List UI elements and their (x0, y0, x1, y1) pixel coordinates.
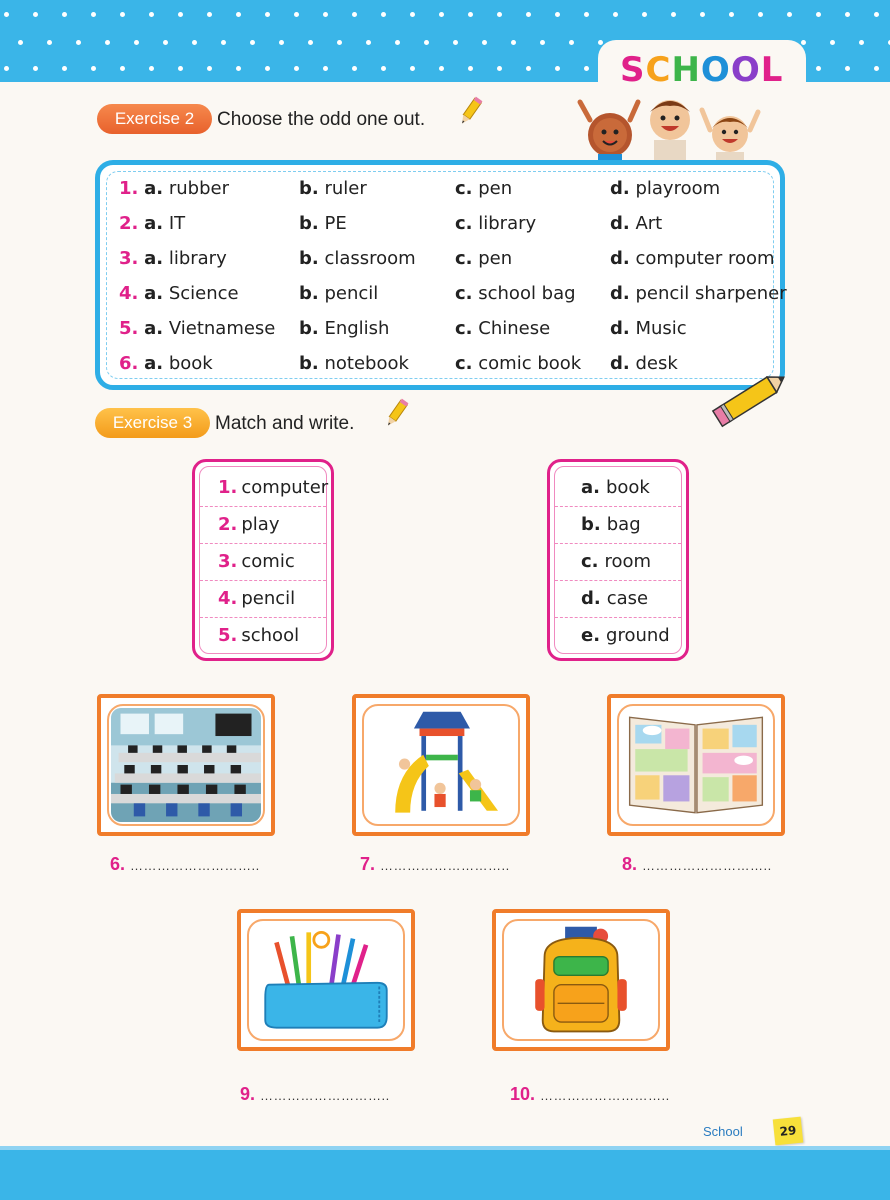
option-word: pencil (324, 283, 379, 304)
item-letter: a. (581, 477, 600, 498)
match-left-item[interactable] (200, 617, 326, 654)
item-word: case (606, 588, 649, 609)
dot (352, 66, 357, 71)
question-number: 1. (119, 178, 139, 199)
dot (787, 12, 792, 17)
option-c[interactable] (455, 353, 581, 374)
match-right-box (547, 459, 689, 661)
item-number: 5. (218, 625, 238, 646)
match-left-item[interactable] (200, 543, 326, 580)
match-left-box (192, 459, 334, 661)
option-c[interactable] (455, 213, 536, 234)
dot (265, 66, 270, 71)
dot (91, 12, 96, 17)
option-word: pencil sharpener (635, 283, 787, 304)
option-c[interactable] (455, 283, 576, 304)
dot (410, 66, 415, 71)
option-b[interactable] (299, 283, 378, 304)
dot (323, 66, 328, 71)
odd-one-out-row (107, 318, 773, 348)
answer-line[interactable]: 9. ……………………….. (240, 1084, 390, 1104)
item-number: 1. (218, 477, 238, 498)
footer-section-label: School (703, 1124, 743, 1139)
dot (192, 40, 197, 45)
option-letter: a. (144, 353, 164, 374)
dot (294, 12, 299, 17)
dot (120, 12, 125, 17)
item-letter: e. (581, 625, 601, 646)
option-letter: b. (299, 353, 319, 374)
option-letter: c. (455, 213, 473, 234)
option-word: pen (478, 178, 513, 199)
dot (874, 12, 879, 17)
dot (845, 12, 850, 17)
dot (584, 66, 589, 71)
option-letter: d. (610, 318, 630, 339)
odd-one-out-row (107, 283, 787, 313)
school-bag-picture (492, 909, 670, 1051)
playground-picture (352, 694, 530, 836)
item-word: bag (606, 514, 641, 535)
dot (279, 40, 284, 45)
option-b[interactable] (299, 248, 416, 269)
dot (134, 40, 139, 45)
option-word: Science (168, 283, 239, 304)
option-a[interactable] (119, 178, 229, 199)
option-a[interactable] (119, 318, 275, 339)
exercise-3-badge: Exercise 3 (95, 408, 210, 438)
odd-one-out-row (107, 353, 773, 383)
dot (18, 40, 23, 45)
dot (569, 40, 574, 45)
option-word: pen (478, 248, 513, 269)
dot (207, 12, 212, 17)
dot (613, 12, 618, 17)
question-number: 5. (119, 318, 139, 339)
match-left-item[interactable] (200, 506, 326, 543)
question-number: 2. (119, 213, 139, 234)
dot (33, 12, 38, 17)
question-number: 4. (119, 283, 139, 304)
dot (178, 66, 183, 71)
pencil-case-picture (237, 909, 415, 1051)
dot (424, 40, 429, 45)
dot (526, 66, 531, 71)
dot (76, 40, 81, 45)
item-word: computer (241, 477, 329, 498)
match-right-item[interactable] (555, 469, 681, 506)
option-word: Vietnamese (168, 318, 276, 339)
dot (497, 12, 502, 17)
option-letter: d. (610, 178, 630, 199)
option-letter: a. (144, 178, 164, 199)
match-left-item[interactable] (200, 580, 326, 617)
item-word: play (241, 514, 280, 535)
option-letter: c. (455, 248, 473, 269)
dot (236, 12, 241, 17)
dot (178, 12, 183, 17)
option-letter: c. (455, 353, 473, 374)
option-word: ruler (324, 178, 367, 199)
dot (482, 40, 487, 45)
option-word: Chinese (478, 318, 551, 339)
dot (468, 12, 473, 17)
option-letter: c. (455, 178, 473, 199)
dot (62, 66, 67, 71)
option-d[interactable] (610, 353, 678, 374)
dot (584, 12, 589, 17)
option-d[interactable] (610, 213, 662, 234)
odd-one-out-box (95, 160, 785, 390)
comic-book-picture (607, 694, 785, 836)
dot (816, 12, 821, 17)
dot (381, 12, 386, 17)
exercise-2-badge: Exercise 2 (97, 104, 212, 134)
item-word: room (604, 551, 652, 572)
option-word: library (168, 248, 227, 269)
dot (105, 40, 110, 45)
dot (221, 40, 226, 45)
dot (163, 40, 168, 45)
question-number: 6. (119, 353, 139, 374)
item-word: book (605, 477, 650, 498)
option-b[interactable] (299, 353, 409, 374)
dot (395, 40, 400, 45)
dot (120, 66, 125, 71)
dot (801, 40, 806, 45)
dot (555, 12, 560, 17)
option-b[interactable] (299, 213, 347, 234)
option-letter: b. (299, 318, 319, 339)
match-left-item[interactable] (200, 469, 329, 506)
option-a[interactable] (119, 248, 227, 269)
dot (91, 66, 96, 71)
dot (207, 66, 212, 71)
dot (62, 12, 67, 17)
match-right-item[interactable] (555, 617, 681, 654)
option-word: school bag (478, 283, 576, 304)
dot (33, 66, 38, 71)
option-a[interactable] (119, 213, 185, 234)
dot (816, 66, 821, 71)
dot (337, 40, 342, 45)
dot (729, 12, 734, 17)
option-letter: b. (299, 178, 319, 199)
dot (294, 66, 299, 71)
option-letter: c. (455, 283, 473, 304)
item-number: 3. (218, 551, 238, 572)
dot (149, 12, 154, 17)
option-word: Music (635, 318, 687, 339)
dot (381, 66, 386, 71)
dot (845, 66, 850, 71)
dot (439, 12, 444, 17)
item-word: pencil (241, 588, 296, 609)
dot (497, 66, 502, 71)
odd-one-out-row (107, 248, 773, 278)
option-word: book (168, 353, 213, 374)
dot (236, 66, 241, 71)
option-letter: d. (610, 248, 630, 269)
option-word: IT (168, 213, 186, 234)
item-number: 4. (218, 588, 238, 609)
option-word: computer room (635, 248, 775, 269)
answer-line[interactable]: 7. ……………………….. (360, 854, 510, 874)
option-word: comic book (478, 353, 582, 374)
option-letter: b. (299, 283, 319, 304)
dot (468, 66, 473, 71)
item-word: ground (606, 625, 670, 646)
match-right-item[interactable] (555, 580, 681, 617)
match-right-list (554, 466, 682, 654)
question-number: 3. (119, 248, 139, 269)
dot (4, 12, 9, 17)
answer-line[interactable]: 8. ……………………….. (622, 854, 772, 874)
dot (859, 40, 864, 45)
odd-one-out-row (107, 178, 773, 208)
pencil-icon (382, 398, 410, 430)
pencil-icon (706, 370, 792, 428)
dot (250, 40, 255, 45)
odd-one-out-row (107, 213, 773, 243)
option-word: PE (324, 213, 347, 234)
option-letter: a. (144, 283, 164, 304)
option-word: rubber (168, 178, 229, 199)
option-d[interactable] (610, 248, 775, 269)
dot (671, 12, 676, 17)
option-word: desk (635, 353, 678, 374)
dot (526, 12, 531, 17)
option-a[interactable] (119, 353, 213, 374)
option-word: English (324, 318, 390, 339)
pencil-icon (456, 96, 484, 128)
answer-line[interactable]: 10. ……………………….. (510, 1084, 670, 1104)
dot (555, 66, 560, 71)
dot (540, 40, 545, 45)
dot (323, 12, 328, 17)
option-letter: d. (610, 283, 630, 304)
option-letter: b. (299, 213, 319, 234)
dot (308, 40, 313, 45)
dot (149, 66, 154, 71)
dot (47, 40, 52, 45)
option-d[interactable] (610, 283, 787, 304)
option-letter: a. (144, 213, 164, 234)
dot (511, 40, 516, 45)
option-word: classroom (324, 248, 416, 269)
page-title: SCHOOL (620, 50, 784, 90)
option-letter: a. (144, 318, 164, 339)
dot (410, 12, 415, 17)
exercise-2-instruction: Choose the odd one out. (217, 109, 426, 130)
item-number: 2. (218, 514, 238, 535)
dot (830, 40, 835, 45)
dot (439, 66, 444, 71)
computer-room-picture (97, 694, 275, 836)
item-letter: d. (581, 588, 601, 609)
dot (366, 40, 371, 45)
odd-one-out-list (106, 171, 787, 379)
item-letter: b. (581, 514, 601, 535)
option-word: playroom (635, 178, 721, 199)
exercise-3-instruction: Match and write. (215, 413, 355, 434)
item-word: school (241, 625, 300, 646)
option-c[interactable] (455, 318, 550, 339)
dot (352, 12, 357, 17)
option-b[interactable] (299, 178, 367, 199)
dot (700, 12, 705, 17)
match-right-item[interactable] (555, 543, 681, 580)
page-number: 29 (773, 1117, 804, 1146)
option-b[interactable] (299, 318, 389, 339)
option-c[interactable] (455, 248, 512, 269)
dot (874, 66, 879, 71)
match-right-item[interactable] (555, 506, 681, 543)
option-a[interactable] (119, 283, 239, 304)
option-letter: b. (299, 248, 319, 269)
option-letter: d. (610, 213, 630, 234)
option-letter: c. (455, 318, 473, 339)
option-letter: d. (610, 353, 630, 374)
dot (758, 12, 763, 17)
dot (4, 66, 9, 71)
item-word: comic (241, 551, 295, 572)
dot (598, 40, 603, 45)
answer-line[interactable]: 6. ……………………….. (110, 854, 260, 874)
option-c[interactable] (455, 178, 512, 199)
dot (265, 12, 270, 17)
dot (642, 12, 647, 17)
option-word: library (478, 213, 537, 234)
option-d[interactable] (610, 178, 720, 199)
option-word: Art (635, 213, 663, 234)
bottom-band (0, 1150, 890, 1200)
option-word: notebook (324, 353, 409, 374)
dot (453, 40, 458, 45)
option-letter: a. (144, 248, 164, 269)
match-left-list (199, 466, 327, 654)
kids-illustration (570, 90, 770, 165)
option-d[interactable] (610, 318, 687, 339)
item-letter: c. (581, 551, 599, 572)
